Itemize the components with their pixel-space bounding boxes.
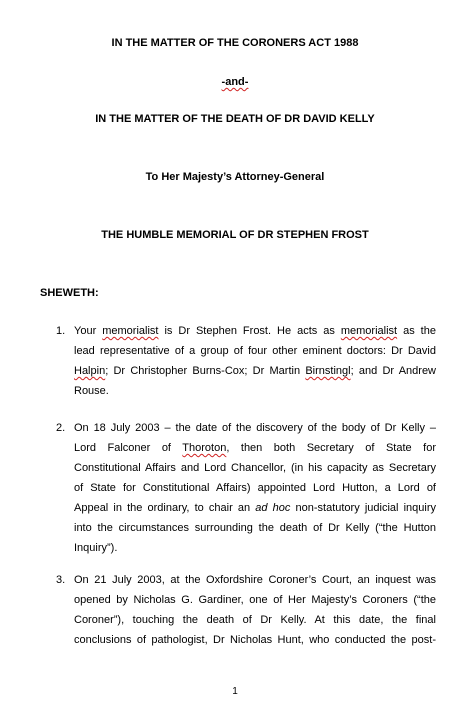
paragraph-line: of State for Constitutional Affairs) appointed Lord Hutton, a Lord of <box>74 482 436 494</box>
italic-phrase: ad hoc <box>255 502 291 514</box>
paragraph-line: Halpin; Dr Christopher Burns-Cox; Dr Martin Birnstingl; and Dr Andrew <box>74 365 436 377</box>
paragraph-number: 3. <box>56 574 66 586</box>
paragraph-line: into the circumstances surrounding the death of Dr Kelly (“the Hutton <box>74 522 436 534</box>
paragraph-body <box>74 570 436 650</box>
paragraph-2 <box>56 418 436 558</box>
spelling-flag: Birnstingl <box>305 365 351 377</box>
paragraph-3 <box>56 570 436 650</box>
heading-attorney-general: To Her Majesty’s Attorney-General <box>145 171 325 183</box>
paragraph-line: Your memorialist is Dr Stephen Frost. He acts as memorialist as the <box>74 325 436 337</box>
paragraph-line: On 21 July 2003, at the Oxfordshire Coroner’s Court, an inquest was <box>74 574 436 586</box>
paragraph-line: On 18 July 2003 – the date of the discovery of the body of Dr Kelly – <box>74 422 436 434</box>
paragraph-line: Rouse. <box>74 385 109 397</box>
paragraph-line: Lord Falconer of Thoroton, then both Secretary of State for <box>74 442 436 454</box>
heading-and <box>0 75 470 89</box>
heading-humble-memorial: THE HUMBLE MEMORIAL OF DR STEPHEN FROST <box>101 229 369 241</box>
paragraph-line: Inquiry”). <box>74 542 118 554</box>
paragraph-number: 1. <box>56 325 66 337</box>
sheweth-label: SHEWETH: <box>40 287 99 299</box>
paragraph-line: Constitutional Affairs and Lord Chancellor, (in his capacity as Secretary <box>74 462 436 474</box>
page-number: 1 <box>232 686 238 697</box>
spelling-flag: memorialist <box>340 325 398 337</box>
spelling-flag: memorialist <box>102 325 159 337</box>
heading-coroners-act: IN THE MATTER OF THE CORONERS ACT 1988 <box>111 37 359 49</box>
paragraph-1 <box>56 321 436 401</box>
paragraph-number: 2. <box>56 422 66 434</box>
spelling-flag: Halpin <box>74 365 106 377</box>
heading-and-text: -and- <box>221 76 249 88</box>
paragraph-line: Coroner”), touching the death of Dr Kelly. At this date, the final <box>74 614 436 626</box>
paragraph-line: conclusions of pathologist, Dr Nicholas Hunt, who conducted the post- <box>74 634 436 646</box>
paragraph-body <box>74 418 436 558</box>
paragraph-line: opened by Nicholas G. Gardiner, one of Her Majesty’s Coroners (“the <box>74 594 436 606</box>
paragraph-line: lead representative of a group of four other eminent doctors: Dr David <box>74 345 436 357</box>
paragraph-line: Appeal in the ordinary, to chair an ad hoc non-statutory judicial inquiry <box>74 502 437 514</box>
heading-death-of-dr-kelly: IN THE MATTER OF THE DEATH OF DR DAVID KELLY <box>95 113 375 125</box>
spelling-flag: Thoroton <box>182 442 227 454</box>
paragraph-body <box>74 321 436 401</box>
